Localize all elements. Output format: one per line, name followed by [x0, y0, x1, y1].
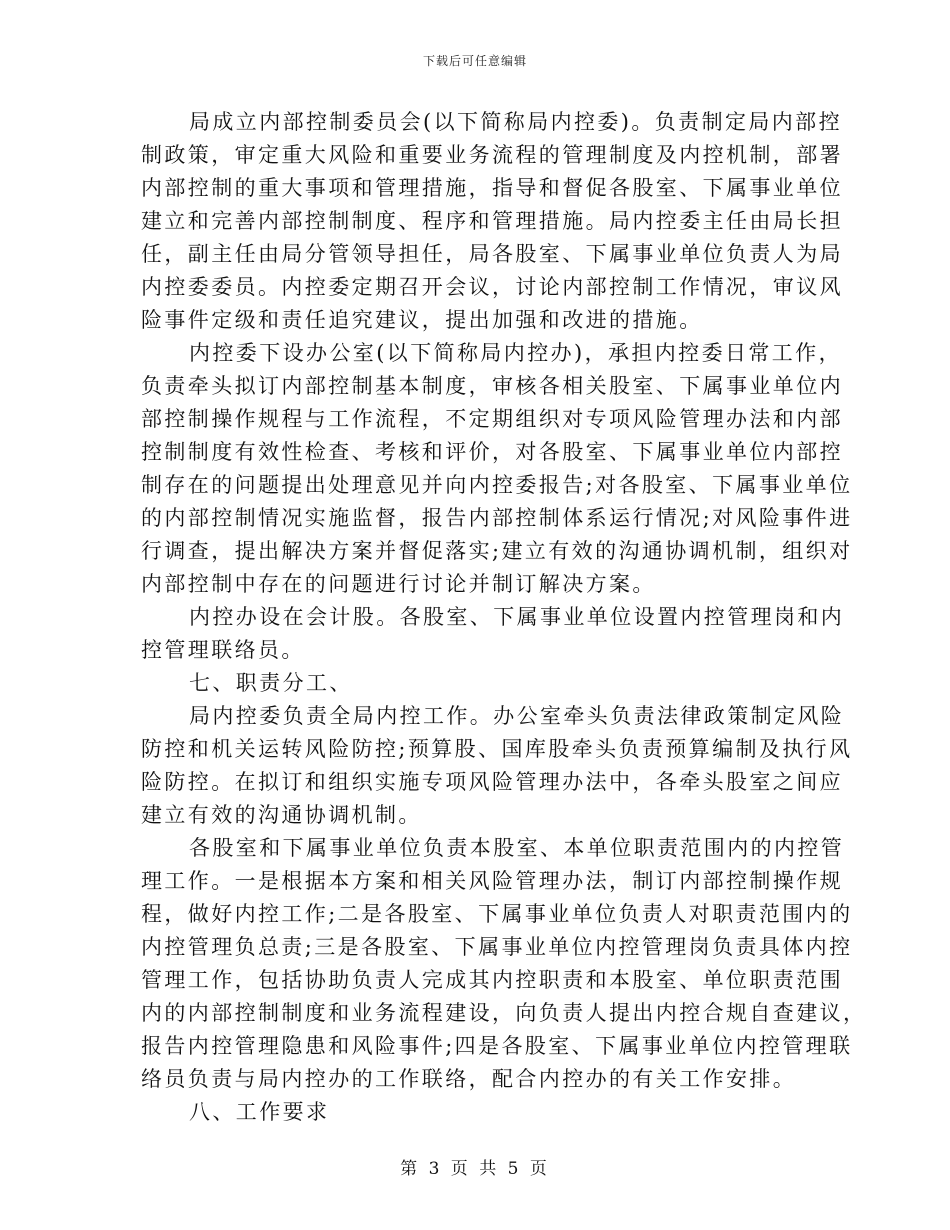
section-heading-work-requirements: [141, 1096, 816, 1129]
paragraph-units-responsibility: [141, 832, 867, 1096]
text-line: 管理工作，包括协助负责人完成其内控职责和本股室、单位职责范围: [141, 968, 843, 992]
text-line: 行调查，提出解决方案并督促落实;建立有效的沟通协调机制，组织对: [141, 539, 853, 563]
text-line: 程，做好内控工作;二是各股室、下属事业单位负责人对职责范围内的: [141, 902, 853, 926]
paragraph-committee-responsibility: [141, 700, 853, 832]
page-number: 第 3 页 共 5 页: [400, 1159, 550, 1179]
text-line: 内控办设在会计股。各股室、下属事业单位设置内控管理岗和内: [189, 605, 845, 629]
text-line: 险防控。在拟订和组织实施专项风险管理办法中，各牵头股室之间应: [141, 770, 843, 794]
text-line: 制存在的问题提出处理意见并向内控委报告;对各股室、下属事业单位: [141, 473, 853, 497]
text-line: 任，副主任由局分管领导担任，局各股室、下属事业单位负责人为局: [141, 242, 843, 266]
text-line: 控制制度有效性检查、考核和评价，对各股室、下属事业单位内部控: [141, 440, 843, 464]
paragraph-internal-control-office: [141, 337, 853, 601]
text-line: 制政策，审定重大风险和重要业务流程的管理制度及内控机制，部署: [141, 143, 843, 167]
paragraph-office-location: [141, 601, 845, 667]
text-line: 建立和完善内部控制制度、程序和管理措施。局内控委主任由局长担: [141, 209, 843, 233]
text-line: 络员负责与局内控办的工作联络，配合内控办的有关工作安排。: [141, 1067, 797, 1091]
text-line: 内控委委员。内控委定期召开会议，讨论内部控制工作情况，审议风: [141, 275, 843, 299]
document-body: [141, 106, 867, 1129]
text-line: 险事件定级和责任追究建议，提出加强和改进的措施。: [141, 308, 703, 332]
text-line: 建立有效的沟通协调机制。: [141, 803, 422, 827]
section-heading: 八、工作要求: [189, 1100, 330, 1124]
text-line: 局成立内部控制委员会(以下简称局内控委)。负责制定局内部控: [189, 110, 842, 134]
text-line: 防控和机关运转风险防控;预算股、国库股牵头负责预算编制及执行风: [141, 737, 853, 761]
text-line: 内部控制中存在的问题进行讨论并制订解决方案。: [141, 572, 656, 596]
page-header: 下载后可任意编辑: [422, 54, 527, 68]
text-line: 报告内控管理隐患和风险事件;四是各股室、下属事业单位内控管理联: [141, 1034, 853, 1058]
text-line: 部控制操作规程与工作流程，不定期组织对专项风险管理办法和内部: [141, 407, 843, 431]
text-line: 控管理联络员。: [141, 638, 305, 662]
text-line: 负责牵头拟订内部控制基本制度，审核各相关股室、下属事业单位内: [141, 374, 843, 398]
text-line: 内控委下设办公室(以下简称局内控办)，承担内控委日常工作，: [189, 341, 842, 365]
text-line: 内部控制的重大事项和管理措施，指导和督促各股室、下属事业单位: [141, 176, 843, 200]
paragraph-internal-control-committee: [141, 106, 843, 337]
text-line: 的内部控制情况实施监督，报告内部控制体系运行情况;对风险事件进: [141, 506, 853, 530]
text-line: 内的内部控制制度和业务流程建设，向负责人提出内控合规自查建议，: [141, 1001, 867, 1025]
text-line: 局内控委负责全局内控工作。办公室牵头负责法律政策制定风险: [189, 704, 845, 728]
text-line: 理工作。一是根据本方案和相关风险管理办法，制订内部控制操作规: [141, 869, 843, 893]
text-line: 各股室和下属事业单位负责本股室、本单位职责范围内的内控管: [189, 836, 845, 860]
section-heading: 七、职责分工、: [189, 671, 353, 695]
section-heading-responsibilities: [141, 667, 816, 700]
text-line: 内控管理负总责;三是各股室、下属事业单位内控管理岗负责具体内控: [141, 935, 853, 959]
